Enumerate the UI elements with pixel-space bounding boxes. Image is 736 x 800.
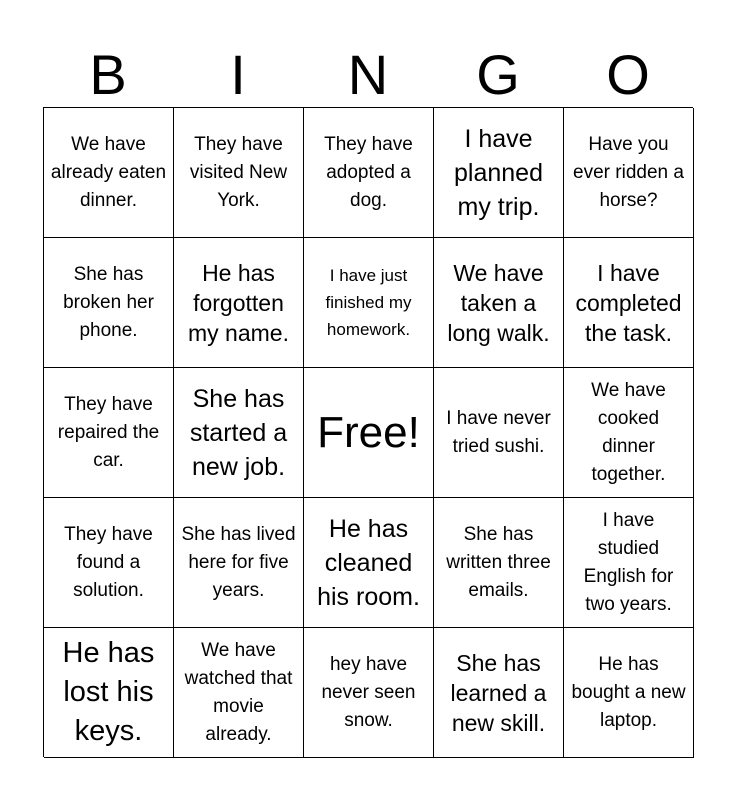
bingo-card-grid	[43, 107, 693, 757]
bingo-cell-text: Have you ever ridden a horse?	[573, 133, 684, 211]
bingo-cell-text: She has lived here for five years.	[181, 523, 296, 601]
bingo-cell[interactable]	[174, 368, 304, 498]
bingo-cell-text: She has started a new job.	[189, 384, 288, 481]
bingo-cell-text: She has written three emails.	[446, 523, 551, 601]
bingo-cell-text: Free!	[317, 407, 420, 457]
header-letter-n: N	[347, 43, 389, 106]
bingo-cell-text: He has forgotten my name.	[188, 259, 289, 346]
bingo-cell[interactable]	[304, 498, 434, 628]
bingo-cell-text: They have found a solution.	[64, 523, 153, 601]
bingo-cell[interactable]	[434, 498, 564, 628]
bingo-cell[interactable]	[434, 238, 564, 368]
bingo-cell[interactable]	[44, 238, 174, 368]
bingo-cell-text: They have visited New York.	[189, 133, 288, 211]
bingo-cell-text: I have completed the task.	[575, 259, 682, 346]
bingo-cell-text: hey have never seen snow.	[321, 653, 416, 731]
header-letter-i: I	[230, 43, 246, 106]
bingo-cell[interactable]	[304, 628, 434, 758]
bingo-cell[interactable]	[434, 628, 564, 758]
bingo-cell[interactable]	[434, 108, 564, 238]
bingo-cell-text: We have already eaten dinner.	[50, 133, 167, 211]
bingo-cell[interactable]	[564, 238, 694, 368]
bingo-cell[interactable]	[304, 108, 434, 238]
bingo-cell[interactable]	[44, 368, 174, 498]
header-letter-b: B	[89, 43, 127, 106]
bingo-cell-text: She has broken her phone.	[63, 263, 154, 341]
bingo-header	[43, 44, 693, 106]
free-space-cell[interactable]	[304, 368, 434, 498]
bingo-cell-text: He has bought a new laptop.	[571, 653, 686, 731]
bingo-cell[interactable]	[564, 108, 694, 238]
bingo-cell-text: We have taken a long walk.	[447, 259, 550, 346]
bingo-cell-text: I have planned my trip.	[454, 124, 543, 221]
bingo-cell[interactable]	[44, 498, 174, 628]
bingo-cell-text: He has cleaned his room.	[317, 514, 420, 611]
bingo-cell[interactable]	[564, 368, 694, 498]
bingo-cell-text: I have never tried sushi.	[446, 407, 551, 457]
bingo-cell[interactable]	[564, 628, 694, 758]
bingo-cell[interactable]	[304, 238, 434, 368]
bingo-cell-text: He has lost his keys.	[62, 637, 155, 747]
bingo-cell-text: They have adopted a dog.	[324, 133, 413, 211]
bingo-cell-text: We have cooked dinner together.	[591, 379, 666, 485]
bingo-cell[interactable]	[564, 498, 694, 628]
bingo-cell-text: They have repaired the car.	[57, 393, 160, 471]
bingo-cell[interactable]	[174, 498, 304, 628]
bingo-cell-text: I have studied English for two years.	[583, 509, 674, 615]
bingo-cell[interactable]	[44, 628, 174, 758]
bingo-cell[interactable]	[44, 108, 174, 238]
bingo-cell[interactable]	[434, 368, 564, 498]
bingo-cell[interactable]	[174, 628, 304, 758]
bingo-cell-text: We have watched that movie already.	[184, 639, 293, 745]
header-letter-g: G	[476, 43, 520, 106]
bingo-cell[interactable]	[174, 238, 304, 368]
bingo-cell-text: I have just finished my homework.	[325, 266, 412, 339]
bingo-cell[interactable]	[174, 108, 304, 238]
bingo-cell-text: She has learned a new skill.	[450, 649, 547, 736]
header-letter-o: O	[606, 43, 650, 106]
